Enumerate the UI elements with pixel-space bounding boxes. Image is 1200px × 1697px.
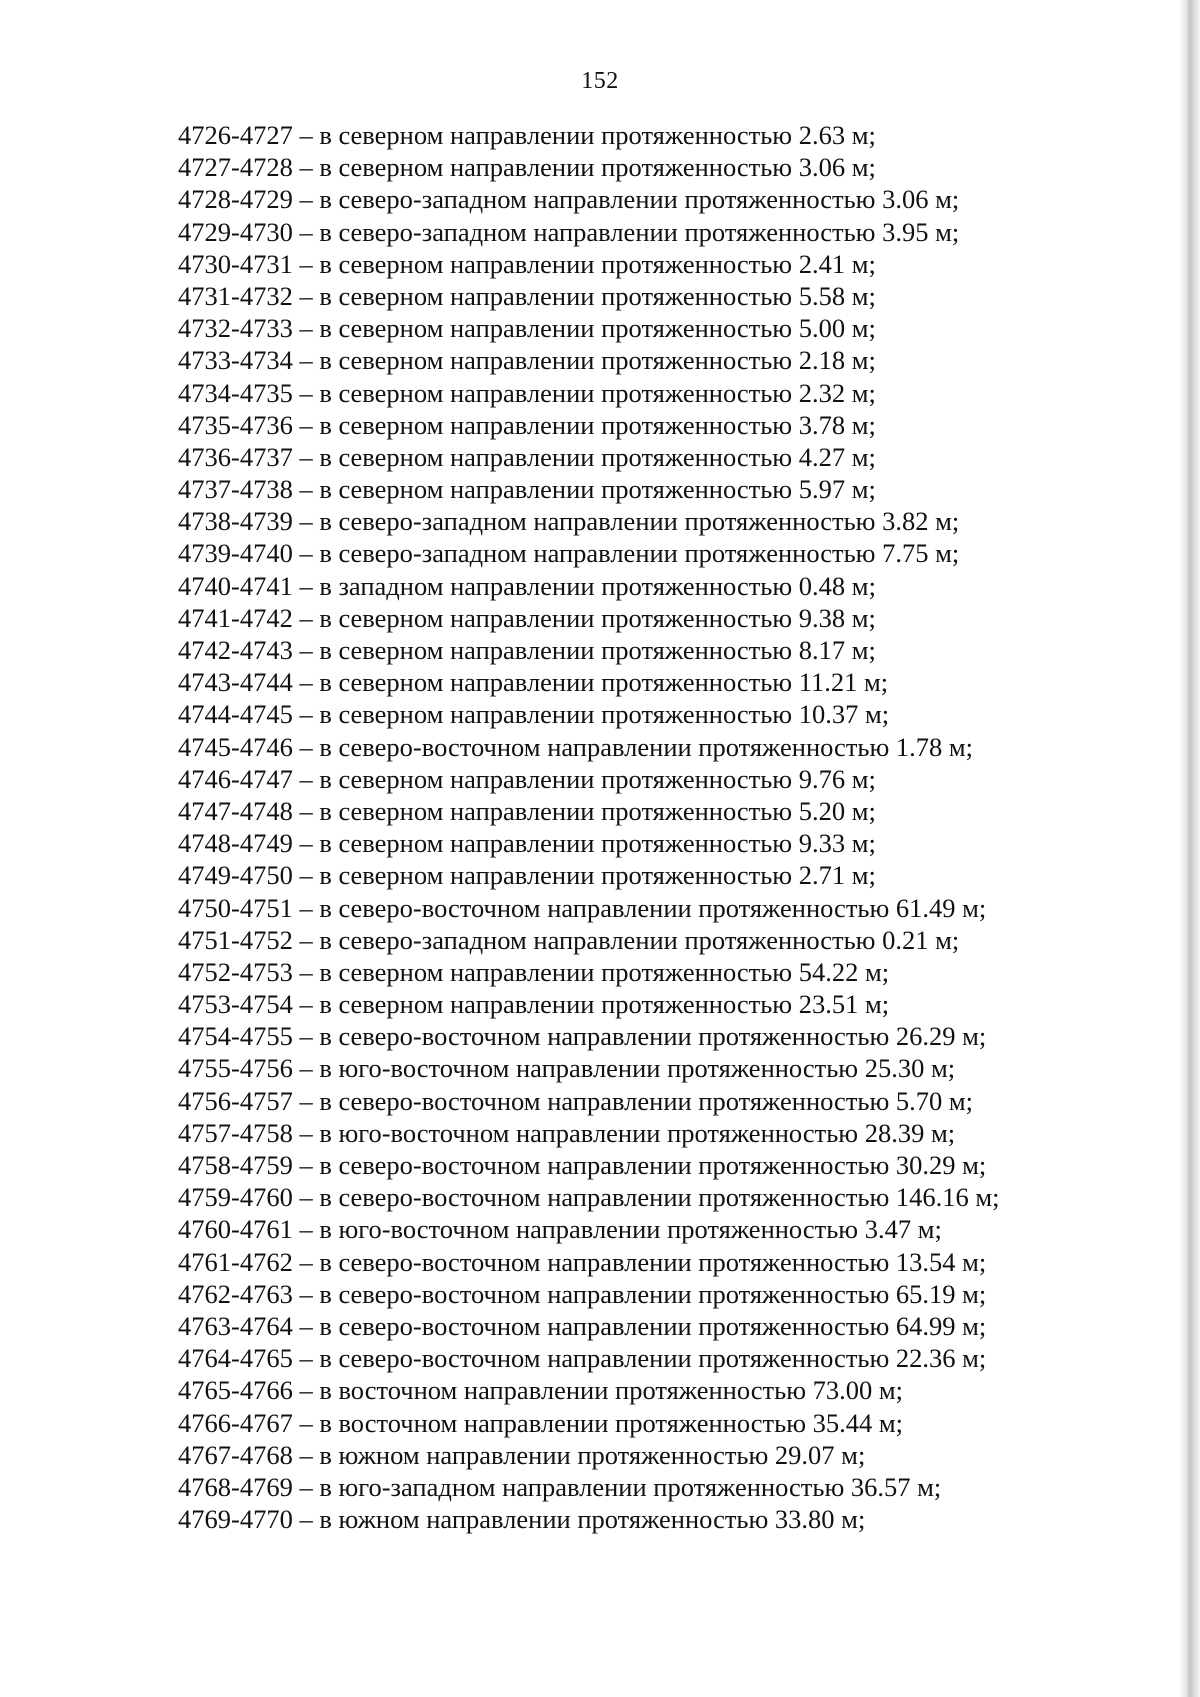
boundary-segment-line: 4754-4755 – в северо-восточном направлении протяженностью 26.29 м;: [178, 1021, 987, 1052]
boundary-segment-line: 4768-4769 – в юго-западном направлении протяженностью 36.57 м;: [178, 1471, 942, 1502]
boundary-segment-line: 4730-4731 – в северном направлении протяженностью 2.41 м;: [178, 248, 876, 279]
boundary-segment-line: 4760-4761 – в юго-восточном направлении протяженностью 3.47 м;: [178, 1214, 942, 1245]
boundary-segment-line: 4740-4741 – в западном направлении протяженностью 0.48 м;: [178, 570, 876, 601]
boundary-segment-line: 4743-4744 – в северном направлении протяженностью 11.21 м;: [178, 667, 889, 698]
boundary-segment-line: 4747-4748 – в северном направлении протяженностью 5.20 м;: [178, 795, 876, 826]
boundary-segment-line: 4750-4751 – в северо-восточном направлении протяженностью 61.49 м;: [178, 892, 987, 923]
boundary-segment-line: 4764-4765 – в северо-восточном направлении протяженностью 22.36 м;: [178, 1343, 987, 1374]
boundary-segment-line: 4736-4737 – в северном направлении протяженностью 4.27 м;: [178, 441, 876, 472]
boundary-segment-line: 4733-4734 – в северном направлении протяженностью 2.18 м;: [178, 345, 876, 376]
boundary-segment-line: 4729-4730 – в северо-западном направлении протяженностью 3.95 м;: [178, 216, 960, 247]
boundary-segment-line: 4759-4760 – в северо-восточном направлении протяженностью 146.16 м;: [178, 1182, 1000, 1213]
boundary-segment-line: 4746-4747 – в северном направлении протяженностью 9.76 м;: [178, 763, 876, 794]
boundary-segment-line: 4731-4732 – в северном направлении протяженностью 5.58 м;: [178, 280, 876, 311]
boundary-segment-line: 4763-4764 – в северо-восточном направлении протяженностью 64.99 м;: [178, 1310, 987, 1341]
boundary-segment-line: 4752-4753 – в северном направлении протяженностью 54.22 м;: [178, 956, 890, 987]
boundary-segment-line: 4738-4739 – в северо-западном направлении протяженностью 3.82 м;: [178, 506, 960, 537]
boundary-segment-line: 4741-4742 – в северном направлении протяженностью 9.38 м;: [178, 602, 876, 633]
boundary-segment-line: 4734-4735 – в северном направлении протяженностью 2.32 м;: [178, 377, 876, 408]
boundary-segment-line: 4756-4757 – в северо-восточном направлении протяженностью 5.70 м;: [178, 1085, 974, 1116]
boundary-segment-line: 4765-4766 – в восточном направлении протяженностью 73.00 м;: [178, 1375, 903, 1406]
boundary-segment-line: 4757-4758 – в юго-восточном направлении протяженностью 28.39 м;: [178, 1117, 956, 1148]
boundary-segment-line: 4726-4727 – в северном направлении протяженностью 2.63 м;: [178, 120, 876, 150]
boundary-segment-line: 4766-4767 – в восточном направлении протяженностью 35.44 м;: [178, 1407, 903, 1438]
boundary-segment-line: 4761-4762 – в северо-восточном направлении протяженностью 13.54 м;: [178, 1246, 987, 1277]
scan-edge-shadow: [1178, 0, 1200, 1697]
boundary-segment-line: 4742-4743 – в северном направлении протяженностью 8.17 м;: [178, 635, 876, 665]
boundary-segment-line: 4751-4752 – в северо-западном направлении протяженностью 0.21 м;: [178, 924, 960, 955]
boundary-segment-line: 4748-4749 – в северном направлении протяженностью 9.33 м;: [178, 828, 876, 859]
boundary-segment-line: 4769-4770 – в южном направлении протяженностью 33.80 м;: [178, 1504, 866, 1535]
boundary-segment-line: 4732-4733 – в северном направлении протяженностью 5.00 м;: [178, 313, 876, 344]
boundary-segment-line: 4727-4728 – в северном направлении протяженностью 3.06 м;: [178, 152, 876, 183]
boundary-segment-line: 4744-4745 – в северном направлении протяженностью 10.37 м;: [178, 699, 890, 730]
boundary-segment-list: [178, 119, 1000, 1535]
boundary-segment-line: 4762-4763 – в северо-восточном направлении протяженностью 65.19 м;: [178, 1278, 987, 1309]
boundary-segment-line: 4758-4759 – в северо-восточном направлении протяженностью 30.29 м;: [178, 1150, 987, 1180]
boundary-segment-line: 4737-4738 – в северном направлении протяженностью 5.97 м;: [178, 474, 876, 505]
boundary-segment-line: 4767-4768 – в южном направлении протяженностью 29.07 м;: [178, 1439, 866, 1470]
page-number: 152: [581, 68, 619, 94]
boundary-segment-line: 4735-4736 – в северном направлении протяженностью 3.78 м;: [178, 409, 876, 440]
boundary-segment-line: 4753-4754 – в северном направлении протяженностью 23.51 м;: [178, 989, 890, 1020]
boundary-segment-line: 4739-4740 – в северо-западном направлении протяженностью 7.75 м;: [178, 538, 960, 569]
boundary-segment-line: 4749-4750 – в северном направлении протяженностью 2.71 м;: [178, 860, 876, 891]
boundary-segment-line: 4755-4756 – в юго-восточном направлении протяженностью 25.30 м;: [178, 1053, 956, 1084]
boundary-segment-line: 4745-4746 – в северо-восточном направлении протяженностью 1.78 м;: [178, 731, 974, 762]
boundary-segment-line: 4728-4729 – в северо-западном направлении протяженностью 3.06 м;: [178, 184, 960, 215]
